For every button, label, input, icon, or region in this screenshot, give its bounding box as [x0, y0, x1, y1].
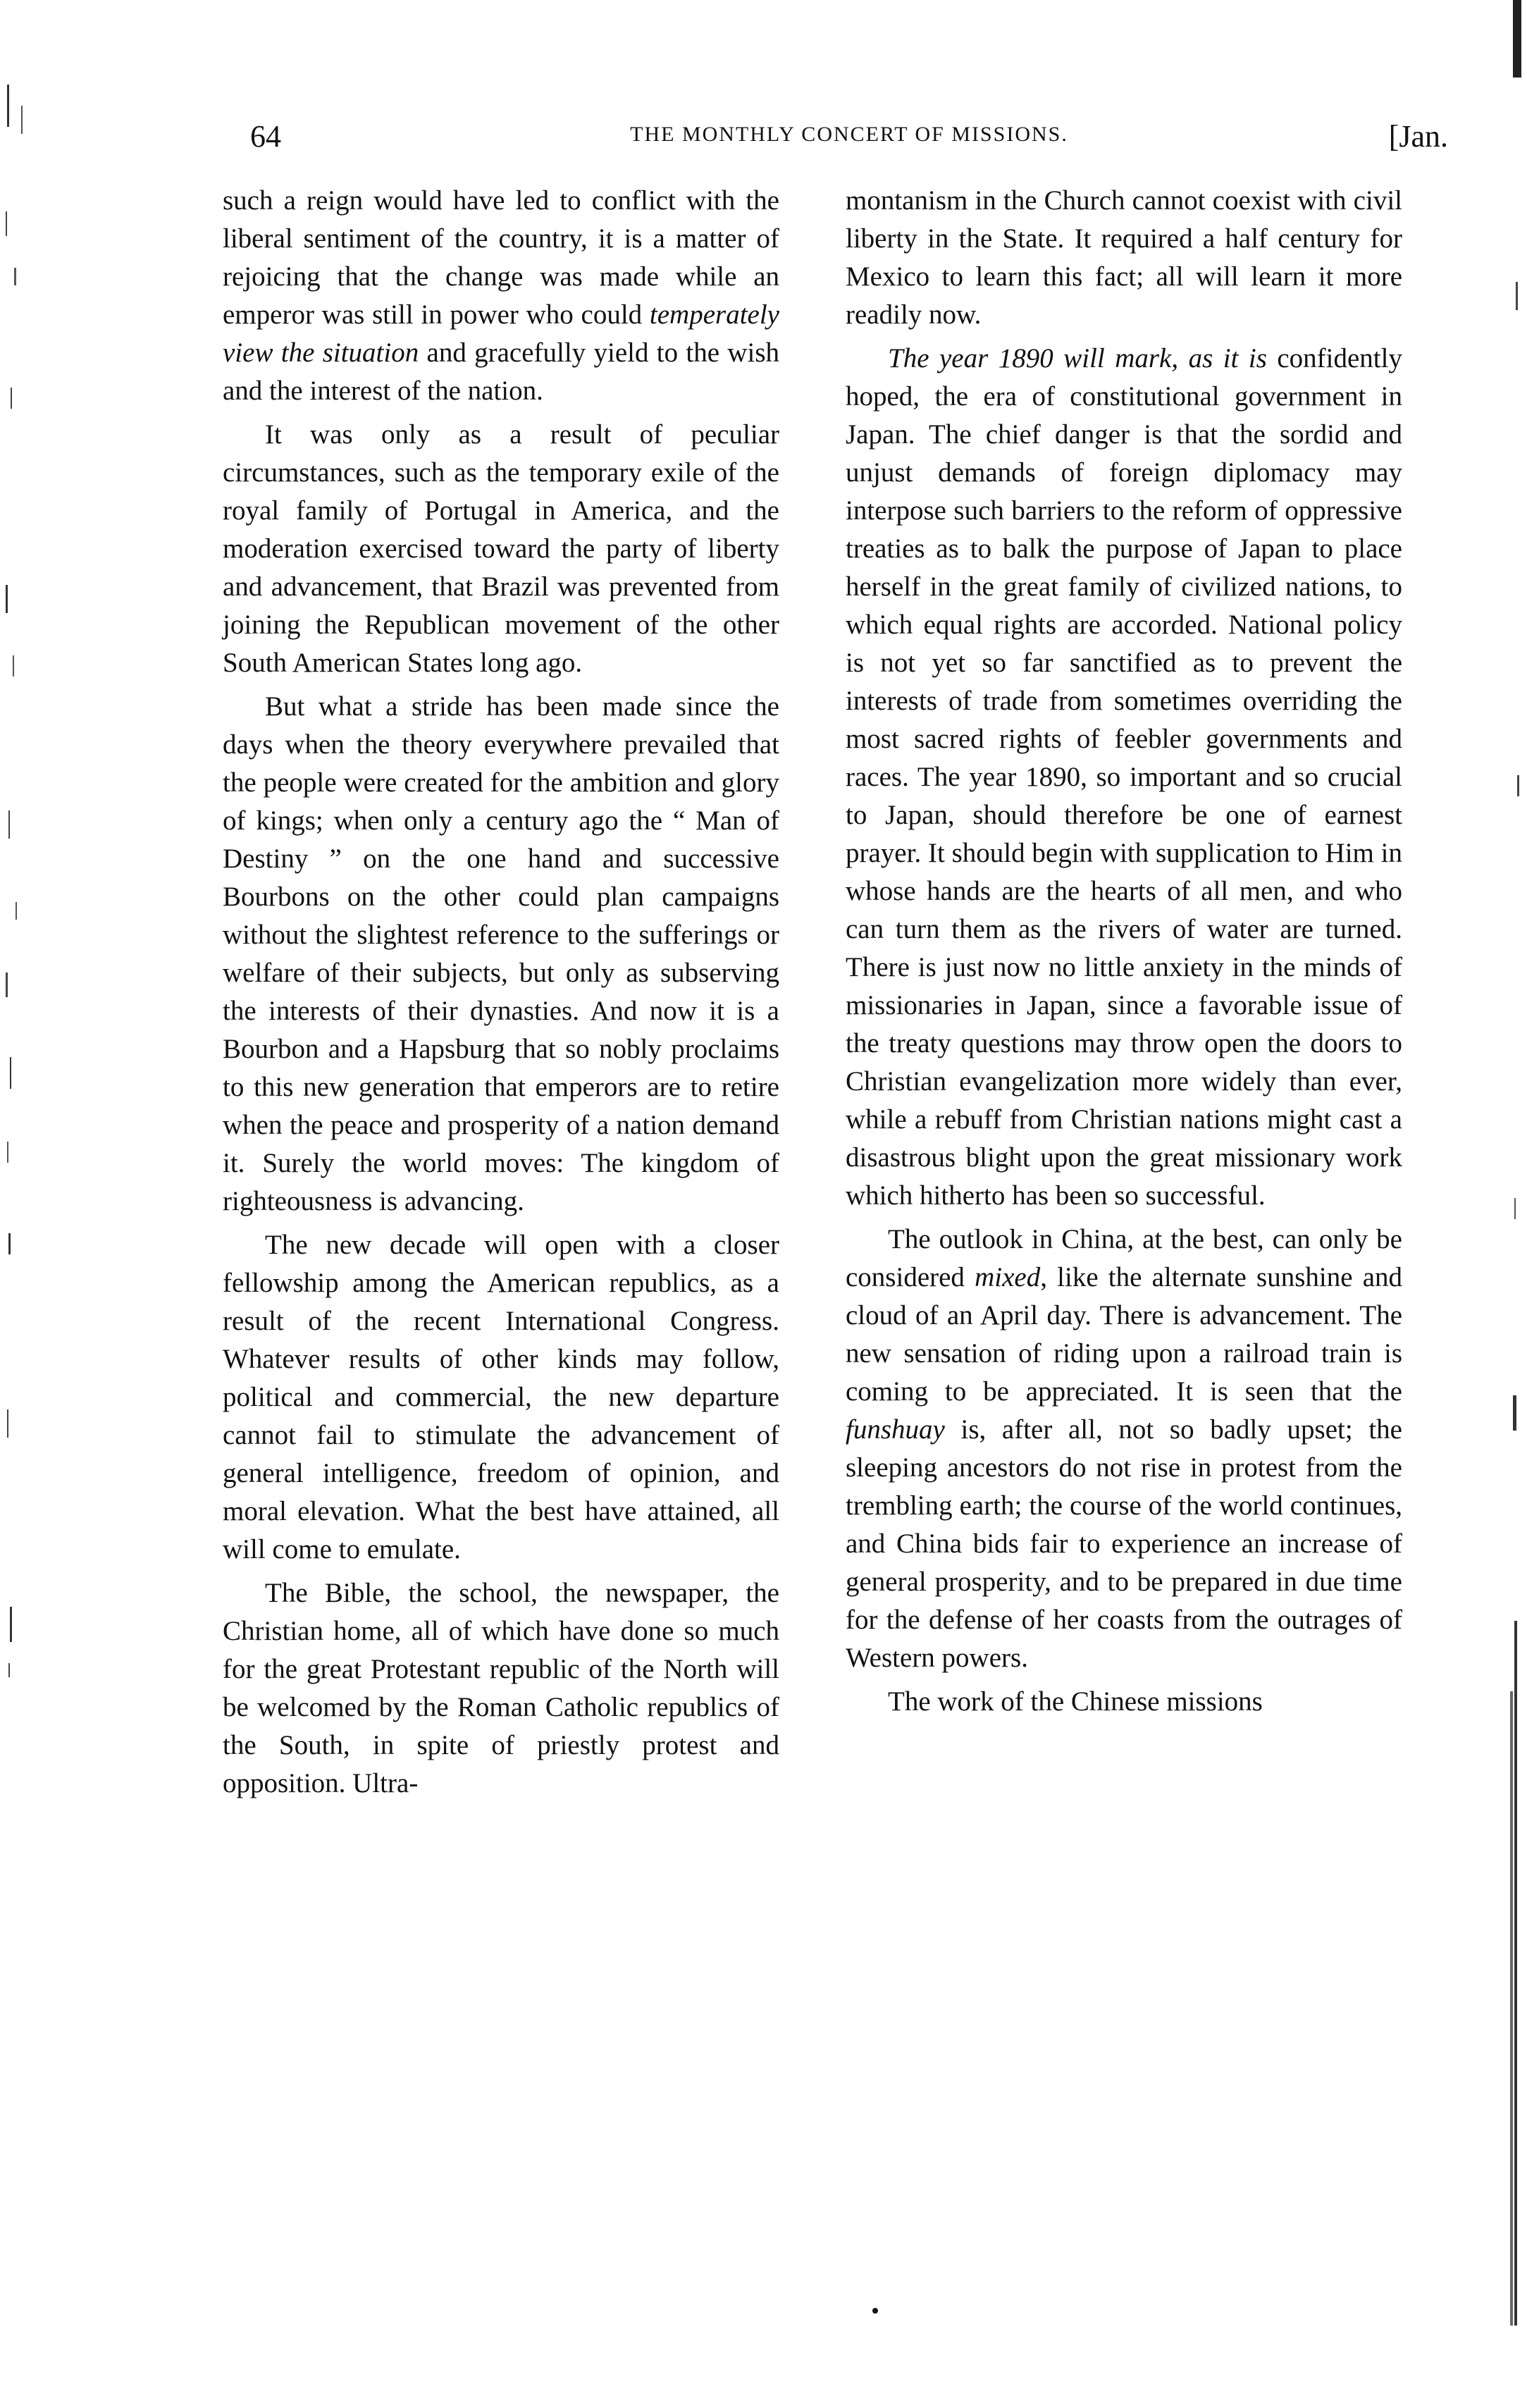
text-run: The new decade will open with a closer fellowship among the American republics, as a result of the recent International Congress. Whatever results of other kinds may follow, political and commercial, the new departure cannot fail to stimulate the advancement of general intelligence, freedom of opinion, and moral elevation. What the best have attained, all will come to emulate.: [223, 1230, 779, 1564]
text-run: , like the alternate sunshine and cloud of an April day. There is advancement. The new sensation of riding upon a railroad train is coming to be appreciated. It is seen that the: [846, 1262, 1403, 1407]
text-run: confidently hoped, the era of constitutional government in Japan. The chief danger is that the sordid and unjust demands of foreign diplomacy may interpose such barriers to the reform of oppressive treaties as to balk the purpose of Japan to place herself in the great family of civilized nations, to which equal rights are accorded. National policy is not yet so far sanctified as to prevent the interests of trade from sometimes overriding the most sacred rights of feebler governments and races. The year 1890, so important and so crucial to Japan, should therefore be one of earnest prayer. It should begin with supplication to Him in whose hands are the hearts of all men, and who can turn them as the rivers of water are turned. There is just now no little anxiety in the minds of missionaries in Japan, since a favorable issue of the treaty questions may throw open the doors to Christian evangelization more widely than ever, while a rebuff from Christian nations might cast a disastrous blight upon the great missionary work which hitherto has been so successful.: [846, 343, 1402, 1211]
running-header: [250, 118, 1448, 161]
text-run: is, after all, not so badly upset; the sleeping ancestors do not rise in protest from the trembling earth; the course of the world continues, and China bids fair to experience an increase of general prosperity, and to be prepared in due time for the defense of her coasts from the outrages of Western powers.: [846, 1414, 1402, 1673]
text-run: The work of the Chinese missions: [888, 1686, 1263, 1717]
italic-text-run: The year 1890 will mark, as it is: [888, 343, 1267, 373]
paragraph: [223, 1574, 779, 1803]
paragraph: [846, 1683, 1402, 1721]
italic-text-run: funshuay: [846, 1414, 945, 1445]
text-run: The outlook in China, at the best, can only be considered: [846, 1224, 1402, 1292]
paragraph: [223, 416, 779, 682]
paragraph: [846, 340, 1402, 1215]
paragraph: [223, 182, 779, 410]
right-margin-scan-noise: [1442, 0, 1527, 2405]
left-text-column: [223, 182, 779, 1803]
italic-text-run: mixed: [975, 1262, 1041, 1292]
left-margin-scan-noise: [0, 0, 85, 2405]
text-run: But what a stride has been made since the days when the theory everywhere prevailed that the people were created for the ambition and glory of kings; when only a century ago the “ Man of Destiny ” on the one hand and successive Bourbons on the other could plan campaigns without the slightest reference to the sufferings or welfare of their subjects, but only as subserving the interests of their dynasties. And now it is a Bourbon and a Hapsburg that so nobly proclaims to this new generation that emperors are to retire when the peace and prosperity of a nation demand it. Surely the world moves: The kingdom of righteousness is advancing.: [223, 691, 779, 1216]
text-run: such a reign would have led to conflict with the liberal sentiment of the country, it is a matter of rejoicing that the change was made while an emperor was still in power who could: [223, 185, 779, 330]
page-speck: [872, 2308, 878, 2314]
right-margin-specks-svg: [1442, 0, 1527, 2405]
paragraph: [846, 1221, 1402, 1677]
italic-text-run: temperately view the situation: [223, 300, 779, 368]
running-title: THE MONTHLY CONCERT OF MISSIONS.: [630, 123, 1068, 146]
right-text-column: [846, 182, 1402, 1721]
paragraph: [223, 688, 779, 1221]
text-run: It was only as a result of peculiar circumstances, such as the temporary exile of the royal family of Portugal in America, and the moderation exercised toward the party of liberty and advancement, that Brazil was prevented from joining the Republican movement of the other South American States long ago.: [223, 419, 779, 678]
text-run: The Bible, the school, the newspaper, the Christian home, all of which have done so much for the great Protestant republic of the North will be welcomed by the Roman Catholic republics of the South, in spite of priestly protest and opposition. Ultra-: [223, 1578, 779, 1798]
text-run: and gracefully yield to the wish and the interest of the nation.: [223, 338, 779, 406]
page-number: 64: [250, 119, 281, 154]
issue-month: [Jan.: [1388, 119, 1448, 154]
text-run: montanism in the Church cannot coexist with civil liberty in the State. It required a half century for Mexico to learn this fact; all will learn it more readily now.: [846, 185, 1402, 330]
paragraph: [223, 1226, 779, 1569]
paragraph: [846, 182, 1402, 334]
left-margin-specks-svg: [0, 0, 85, 2405]
